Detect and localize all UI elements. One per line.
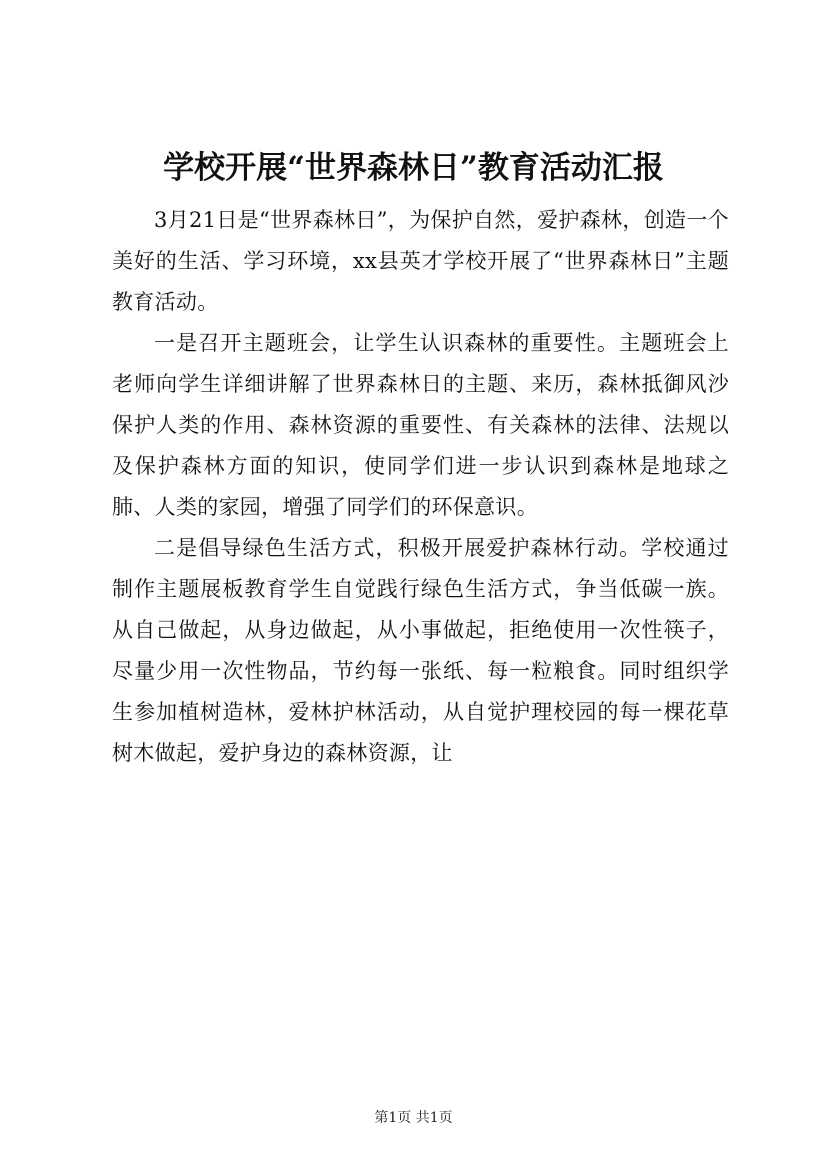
paragraph-class-meeting: 一是召开主题班会，让学生认识森林的重要性。主题班会上老师向学生详细讲解了世界森林日的主题、来历，森林抵御风沙保护人类的作用、森林资源的重要性、有关森林的法律、法规以及保护森林方面的知识，使同学们进一步认识到森林是地球之肺、人类的家园，增强了同学们的环保意识。 [112, 331, 729, 519]
document-title: 学校开展“世界森林日”教育活动汇报 [163, 150, 664, 186]
paragraph-intro: 3月21日是“世界森林日”，为保护自然，爱护森林，创造一个美好的生活、学习环境，xx县英才学校开展了“世界森林日”主题教育活动。 [112, 208, 729, 314]
paragraph-green-lifestyle: 二是倡导绿色生活方式，积极开展爱护森林行动。学校通过制作主题展板教育学生自觉践行绿色生活方式，争当低碳一族。从自己做起，从身边做起，从小事做起，拒绝使用一次性筷子，尽量少用一次性物品，节约每一张纸、每一粒粮食。同时组织学生参加植树造林，爱林护林活动，从自觉护理校园的每一棵花草树木做起，爱护身边的森林资源，让 [112, 536, 729, 765]
document-body [112, 200, 729, 774]
page-footer: 第1页 共1页 [374, 1110, 453, 1126]
